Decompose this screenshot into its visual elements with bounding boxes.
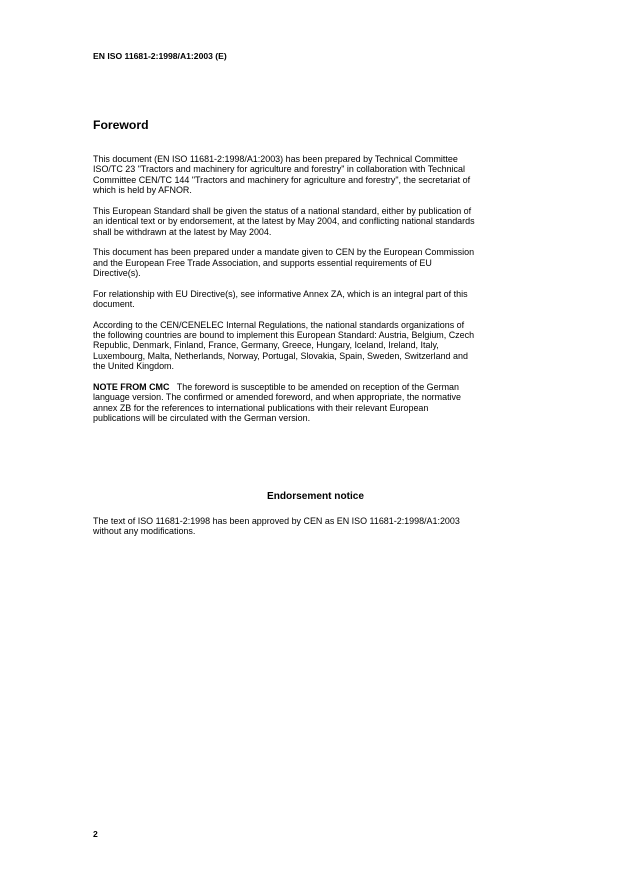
foreword-body (93, 154, 553, 434)
text-line: ISO/TC 23 "Tractors and machinery for agriculture and forestry" in collaboration with Technical (93, 164, 465, 175)
text-line: The text of ISO 11681-2:1998 has been approved by CEN as EN ISO 11681-2:1998/A1:2003 (93, 516, 460, 526)
text-line: For relationship with EU Directive(s), see informative Annex ZA, which is an integral part of this (93, 288, 468, 299)
text-line: and the European Free Trade Association, and supports essential requirements of EU (93, 257, 432, 268)
text-line: which is held by AFNOR. (93, 185, 192, 196)
text-line: the following countries are bound to implement this European Standard: Austria, Belgium, Czech (93, 330, 475, 341)
text-line: According to the CEN/CENELEC Internal Regulations, the national standards organizations of (93, 319, 465, 330)
text-line: Luxembourg, Malta, Netherlands, Norway, Portugal, Slovakia, Spain, Sweden, Switzerland and (93, 350, 468, 361)
text-line: This document (EN ISO 11681-2:1998/A1:2003) has been prepared by Technical Committee (93, 154, 458, 164)
text-line: document. (93, 299, 135, 310)
text-line: Committee CEN/TC 144 "Tractors and machinery for agriculture and forestry", the secretariat of (93, 174, 471, 185)
text-line: without any modifications. (93, 526, 196, 537)
text-line: shall be withdrawn at the latest by May 2004. (93, 226, 272, 237)
text-line: annex ZB for the references to international publications with their relevant European (93, 402, 429, 413)
endorsement-text (93, 516, 553, 537)
endorsement-title: Endorsement notice (266, 491, 365, 502)
foreword-paragraph-2 (93, 206, 553, 237)
text-line: the United Kingdom. (93, 361, 174, 372)
foreword-paragraph-4 (93, 289, 553, 310)
text-line: an identical text or by endorsement, at the latest by May 2004, and conflicting national standards (93, 216, 475, 227)
foreword-paragraph-5 (93, 320, 553, 372)
note-from-cmc (93, 382, 553, 424)
note-label: NOTE FROM CMC (93, 381, 170, 392)
text-line: Directive(s). (93, 268, 141, 279)
document-header: EN ISO 11681-2:1998/A1:2003 (E) (93, 51, 227, 61)
text-line: Republic, Denmark, Finland, France, Germany, Greece, Hungary, Iceland, Ireland, Italy, (93, 340, 439, 351)
page-number: 2 (93, 829, 98, 839)
text-line: This document has been prepared under a mandate given to CEN by the European Commission (93, 247, 475, 258)
text-line: publications will be circulated with the German version. (93, 413, 311, 424)
text-line: The foreword is susceptible to be amended on reception of the German (176, 381, 459, 392)
foreword-title: Foreword (93, 118, 149, 132)
text-line: This European Standard shall be given the status of a national standard, either by publication of (93, 205, 472, 216)
foreword-paragraph-3 (93, 247, 553, 278)
text-line: language version. The confirmed or amended foreword, and when appropriate, the normative (93, 392, 461, 403)
foreword-paragraph-1 (93, 154, 553, 196)
